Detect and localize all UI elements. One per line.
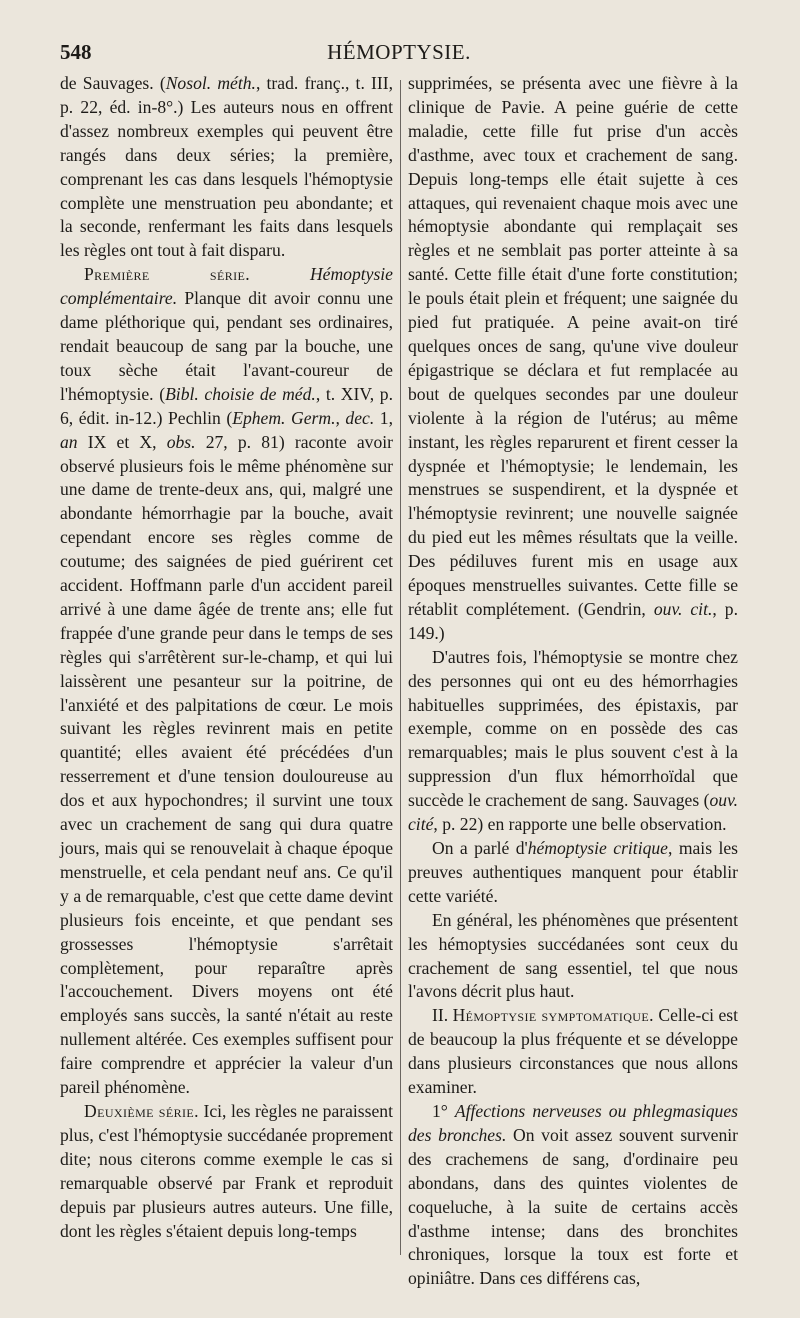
page-header	[60, 40, 738, 74]
text-run: On voit assez souvent survenir des crachemens de sang, d'ordinaire peu abondans, dans des quintes violentes de coqueluche, à la suite de certains accès d'asthme intense; dans des bronchites chroniques, lorsque la toux est forte et opiniâtre. Dans ces différens cas,	[408, 1124, 738, 1289]
italic-run: an	[60, 431, 78, 452]
paragraph	[60, 1100, 393, 1243]
left-column	[60, 72, 393, 1243]
italic-run: ouv. cit.	[653, 598, 713, 619]
italic-run: ouv. cité	[408, 790, 738, 835]
paragraph	[408, 909, 738, 1005]
paragraph	[60, 72, 393, 263]
italic-run: obs.	[166, 431, 196, 452]
text-run: , t. XIV, p. 6, édit. in-12.) Pechlin (	[60, 383, 393, 428]
right-column	[408, 72, 738, 1291]
text-run: , mais les preuves authentiques manquent pour établir cette variété.	[408, 838, 739, 906]
page-number: 548	[60, 40, 92, 64]
section-heading: Hémoptysie symptomatique.	[452, 1005, 654, 1026]
text-run: , trad. franç., t. III, p. 22, éd. in-8°.) Les auteurs nous en offrent d'assez nombreux exemples qui peuvent être rangés dans deux séries; la première, comprenant les cas dans lesquels l'hémoptysie complète une menstruation peu abondante; et la seconde, renfermant les faits dans lesquels les règles ont tout à fait disparu.	[60, 73, 394, 261]
italic-run: Nosol. méth.	[165, 73, 256, 93]
text-run: IX et X,	[77, 431, 167, 452]
italic-run: Affections nerveuses ou phlegmasiques des bronches.	[408, 1100, 739, 1145]
section-heading: Première série.	[84, 264, 251, 285]
section-heading: Deuxième série.	[84, 1100, 199, 1121]
italic-run: hémoptysie critique	[527, 838, 668, 858]
italic-run: Ephem. Germ., dec.	[232, 407, 375, 428]
text-run: 1°	[432, 1100, 455, 1121]
paragraph	[60, 263, 393, 1100]
text-run: 27, p. 81) raconte avoir observé plusieurs fois le même phénomène sur une dame de trente-deux ans, qui, malgré une abondante hémorrhagie par la bouche, avait cependant encore ses règles comme de coutume; des saignées de pied guérirent cet accident. Hoffmann parle d'un accident pareil arrivé à une dame âgée de trente ans; elle fut frappée d'une grande peur dans le temps de ses règles qui s'arrêtèrent sur-le-champ, et qui lui laissèrent une pesanteur sur la poitrine, de l'anxiété et des palpitations de cœur. Le mois suivant les règles revinrent mais en petite quantité; elles avaient été précédées d'un resserrement et d'une tension douloureuse au dos et aux hypochondres; il survint une toux avec un crachement de sang qui dura quatre jours, mais qui se renouvelait à chaque époque menstruelle, et cela pendant neuf ans. Ce qu'il y a de remarquable, c'est que cette dame devint plusieurs fois enceinte, et que pendant ses grossesses l'hémoptysie s'arrêtait complètement, pour reparaître après l'accouchement. Divers moyens ont été employés sans succès, la santé n'était au reste nullement altérée. Ces exemples suffisent pour faire comprendre et apprécier la valeur d'un pareil phénomène.	[60, 431, 393, 1098]
text-run: En général, les phénomènes que présentent les hémoptysies succédanées sont ceux du crachement de sang essentiel, tel que nous l'avons décrit plus haut.	[408, 909, 738, 1002]
paragraph	[408, 1100, 738, 1291]
text-run: supprimées, se présenta avec une fièvre à la clinique de Pavie. A peine guérie de cette maladie, cette fille fut prise d'un accès d'asthme, avec toux et crachement de sang. Depuis long-temps elle était sujette à ces attaques, qui revenaient chaque mois avec une hémoptysie abondante qui remplaçait ses règles et ne semblait pas porter atteinte à sa santé. Cette fille était d'une forte constitution; le pouls était plein et fréquent; une saignée du pied fut pratiquée. A peine avait-on tiré quelques onces de sang, qu'une vive douleur épigastrique se déclara et fut remplacée au bout de quelques secondes par une douleur violente à la région de l'utérus; au même instant, les règles reparurent et firent cesser la dyspnée et l'hémoptysie; le lendemain, les menstrues se suspendirent, et la dyspnée et l'hémoptysie revinrent; une nouvelle saignée du pied eut les mêmes résultats que la veille. Des pédiluves furent mis en usage aux époques menstruelles suivantes. Cette fille se rétablit complétement. (Gendrin,	[408, 73, 738, 619]
text-run: , p. 22) en rapporte une belle observation.	[433, 814, 727, 835]
text-run: 1,	[374, 407, 393, 428]
paragraph	[408, 837, 738, 909]
paragraph	[408, 646, 738, 837]
text-run: , p. 149.)	[408, 598, 738, 643]
italic-run: Hémoptysie complémentaire.	[60, 264, 393, 309]
text-run: Planque dit avoir connu une dame pléthorique qui, pendant ses ordinaires, rendait beaucoup de sang par la bouche, une toux sèche était l'avant-coureur de l'hémoptysie. (	[60, 288, 393, 404]
paragraph	[408, 72, 738, 646]
text-run: II.	[432, 1005, 453, 1026]
text-run: D'autres fois, l'hémoptysie se montre chez des personnes qui ont eu des hémorrhagies habituelles supprimées, des épistaxis, par exemple, comme on en possède des cas remarquables; mais le plus souvent c'est à la suppression d'un flux hémorrhoïdal que succède le crachement de sang. Sauvages (	[408, 646, 738, 811]
text-run: Celle-ci est de beaucoup la plus fréquente et se développe dans plusieurs circonstances que nous allons examiner.	[408, 1005, 739, 1098]
text-run: Ici, les règles ne paraissent plus, c'est l'hémoptysie succédanée proprement dite; nous citerons comme exemple le cas si remarquable observé par Frank et reproduit depuis par plusieurs autres auteurs. Une fille, dont les règles s'étaient depuis long-temps	[60, 1100, 393, 1241]
running-title: HÉMOPTYSIE.	[327, 40, 471, 64]
italic-run: Bibl. choisie de méd.	[165, 383, 316, 404]
text-run: On a parlé d'	[432, 838, 528, 858]
paragraph	[408, 1004, 738, 1100]
column-divider	[400, 80, 401, 1255]
text-run: de Sauvages. (	[60, 73, 166, 93]
